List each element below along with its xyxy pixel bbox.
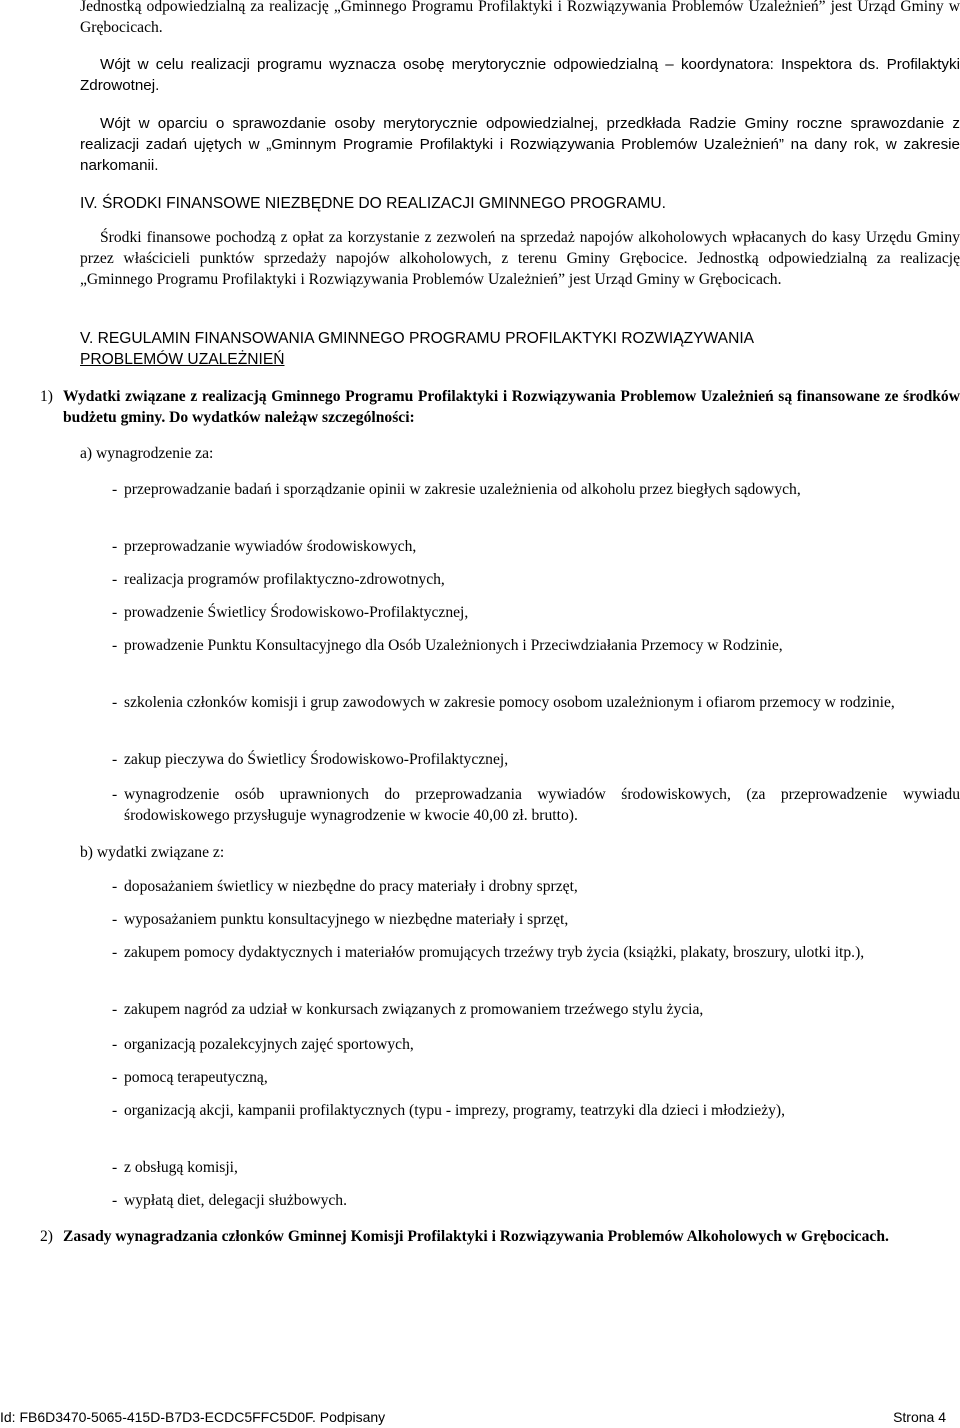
list-item: - z obsługą komisji, (112, 1159, 238, 1176)
section-heading-v-line2: PROBLEMÓW UZALEŻNIEŃ (80, 351, 285, 368)
section-1-number: 1) (40, 388, 53, 405)
section-1-text: Wydatki związane z realizacją Gminnego Programu Profilaktyki i Rozwiązywania Problemow Uzależnień są finansowane ze środków budżetu gminy. Do wydatków należąw szczególności: (63, 388, 960, 426)
paragraph-responsible-unit: Jednostką odpowiedzialną za realizację „Gminnego Programu Profilaktyki i Rozwiązywania Problemów Uzależnień” jest Urząd Gminy w Grębocicach. (80, 0, 960, 36)
list-item: - przeprowadzanie wywiadów środowiskowych, (112, 538, 417, 555)
list-item: - pomocą terapeutyczną, (112, 1069, 268, 1086)
list-item: - doposażaniem świetlicy w niezbędne do pracy materiały i drobny sprzęt, (112, 878, 578, 895)
list-item: - realizacja programów profilaktyczno-zdrowotnych, (112, 571, 445, 588)
list-item: - prowadzenie Punktu Konsultacyjnego dla Osób Uzależnionych i Przeciwdziałania Przemocy w Rodzinie, (112, 637, 783, 654)
footer-page-number: Strona 4 (893, 1409, 946, 1425)
list-item: - wyposażaniem punktu konsultacyjnego w niezbędne materiały i sprzęt, (112, 911, 569, 928)
list-item: - wynagrodzenie osób uprawnionych do przeprowadzania wywiadów środowiskowych, (za przeprowadzenie wywiadu środowiskowego przysługuje wynagrodzenie w kwocie 40,00 zł. brutto). (112, 786, 960, 824)
list-item: - organizacją pozalekcyjnych zajęć sportowych, (112, 1036, 414, 1053)
paragraph-coordinator: Wójt w celu realizacji programu wyznacza osobę merytorycznie odpowiedzialną – koordynatora: Inspektora ds. Profilaktyki Zdrowotnej. (80, 56, 960, 94)
section-2-number: 2) (40, 1228, 53, 1245)
list-item: - szkolenia członków komisji i grup zawodowych w zakresie pomocy osobom uzależnionym i ofiarom przemocy w rodzinie, (112, 694, 895, 711)
list-item: - zakup pieczywa do Świetlicy Środowiskowo-Profilaktycznej, (112, 751, 509, 768)
footer-document-id: Id: FB6D3470-5065-415D-B7D3-ECDC5FFC5D0F. Podpisany (0, 1409, 386, 1425)
list-item: - organizacją akcji, kampanii profilaktycznych (typu - imprezy, programy, teatrzyki dla dzieci i młodzieży), (112, 1102, 786, 1119)
subsection-b-label: b) wydatki związane z: (80, 844, 225, 861)
list-item: - wypłatą diet, delegacji służbowych. (112, 1192, 348, 1209)
subsection-a-label: a) wynagrodzenie za: (80, 445, 214, 462)
paragraph-report: Wójt w oparciu o sprawozdanie osoby merytorycznie odpowiedzialnej, przedkłada Radzie Gminy roczne sprawozdanie z realizacji zadań ujętych w „Gminnym Programie Profilaktyki i Rozwiązywania Problemów Uzależnień” na dany rok, w zakresie narkomanii. (80, 115, 960, 174)
list-item: - zakupem nagród za udział w konkursach związanych z promowaniem trzeźwego stylu życia, (112, 1001, 704, 1018)
section-2-text: Zasady wynagradzania członków Gminnej Komisji Profilaktyki i Rozwiązywania Problemów Alkoholowych w Grębocicach. (63, 1228, 889, 1245)
paragraph-funding-sources: Środki finansowe pochodzą z opłat za korzystanie z zezwoleń na sprzedaż napojów alkoholowych wpłacanych do kasy Urzędu Gminy przez właścicieli punktów sprzedaży napojów alkoholowych, z terenu Gminy Grębocice. Jednostką odpowiedzialną za realizację „Gminnego Programu Profilaktyki i Rozwiązywania Problemów Uzależnień” jest Urząd Gminy w Grębocicach. (80, 229, 960, 288)
list-item: - przeprowadzanie badań i sporządzanie opinii w zakresie uzależnienia od alkoholu przez biegłych sądowych, (112, 481, 801, 498)
list-item: - zakupem pomocy dydaktycznych i materiałów promujących trzeźwy tryb życia (książki, plakaty, broszury, ulotki itp.), (112, 944, 865, 961)
section-heading-iv: IV. ŚRODKI FINANSOWE NIEZBĘDNE DO REALIZACJI GMINNEGO PROGRAMU. (80, 195, 666, 212)
section-heading-v-line1: V. REGULAMIN FINANSOWANIA GMINNEGO PROGRAMU PROFILAKTYKI ROZWIĄZYWANIA (80, 330, 755, 347)
list-item: - prowadzenie Świetlicy Środowiskowo-Profilaktycznej, (112, 604, 469, 621)
